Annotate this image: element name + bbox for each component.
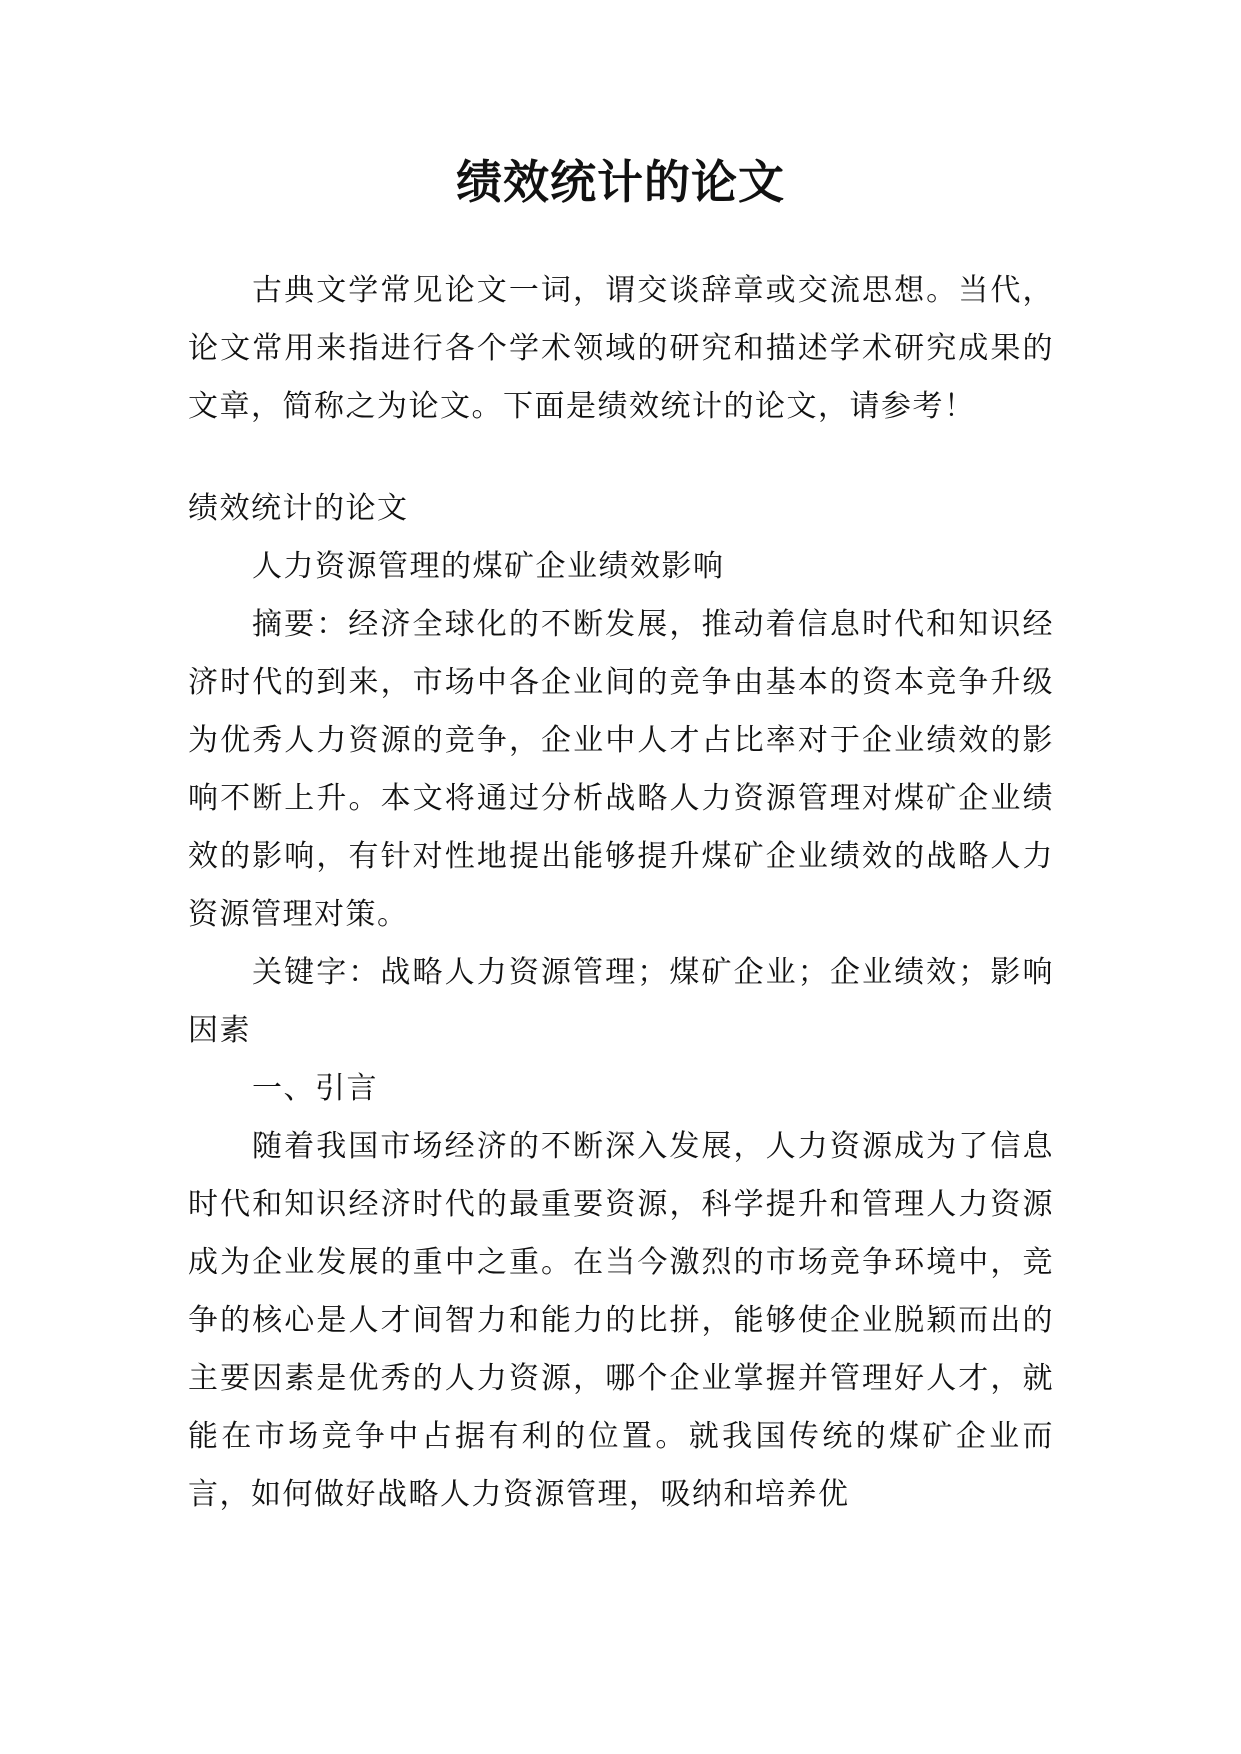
paper-title: 人力资源管理的煤矿企业绩效影响 [252, 549, 725, 584]
section1-paragraph: 随着我国市场经济的不断深入发展，人力资源成为了信息时代和知识经济时代的最重要资源，科学提升和管理人力资源成为企业发展的重中之重。在当今激烈的市场竞争环境中，竞争的核心是人才间智力和能力的比拼，能够使企业脱颖而出的主要因素是优秀的人力资源，哪个企业掌握并管理好人才，就能在市场竞争中占据有利的位置。就我国传统的煤矿企业而言，如何做好战略人力资源管理，吸纳和培养优 [188, 1129, 1054, 1512]
section1-heading: 一、引言 [252, 1071, 378, 1106]
keywords-paragraph: 关键字：战略人力资源管理；煤矿企业；企业绩效；影响因素 [188, 955, 1054, 1048]
section-heading: 绩效统计的论文 [188, 491, 409, 526]
document-body [188, 262, 1054, 1524]
intro-paragraph: 古典文学常见论文一词，谓交谈辞章或交流思想。当代，论文常用来指进行各个学术领域的研究和描述学术研究成果的文章，简称之为论文。下面是绩效统计的论文，请参考！ [188, 273, 1054, 424]
document-title: 绩效统计的论文 [456, 155, 785, 209]
abstract-paragraph: 摘要：经济全球化的不断发展，推动着信息时代和知识经济时代的到来，市场中各企业间的竞争由基本的资本竞争升级为优秀人力资源的竞争，企业中人才占比率对于企业绩效的影响不断上升。本文将通过分析战略人力资源管理对煤矿企业绩效的影响，有针对性地提出能够提升煤矿企业绩效的战略人力资源管理对策。 [188, 607, 1054, 932]
